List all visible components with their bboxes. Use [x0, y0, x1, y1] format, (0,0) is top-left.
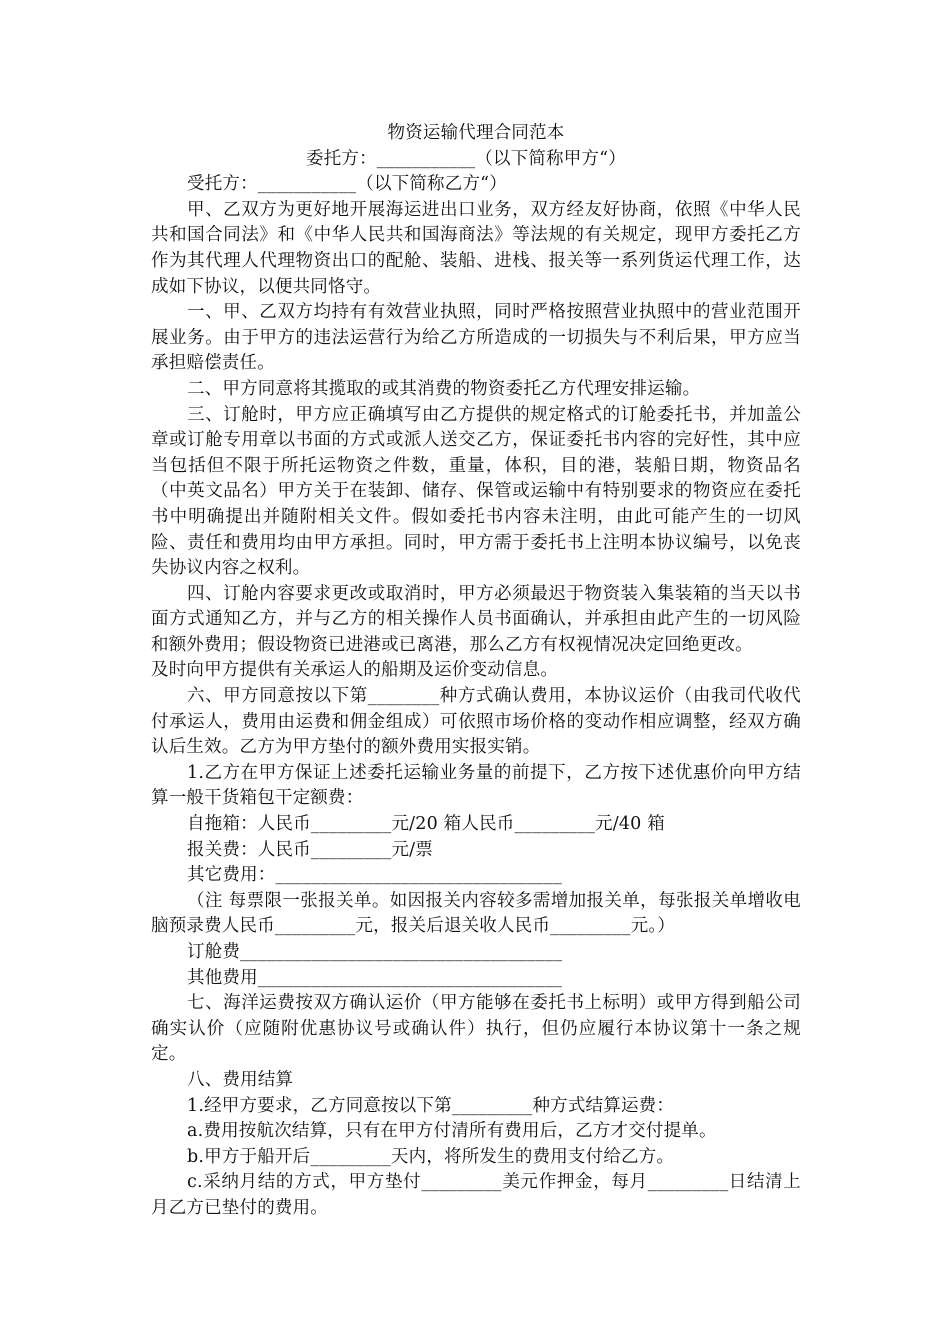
preamble-paragraph: 甲、乙双方为更好地开展海运进出口业务，双方经友好协商，依照《中华人民共和国合同法》和《中华人民共和国海商法》等法规的有关规定，现甲方委托乙方作为其代理人代理物资出口的配舱、装船、进栈、报关等一系列货运代理工作，达成如下协议，以便共同恪守。	[151, 199, 801, 297]
fee-misc-line: 其他费用__________________________________	[187, 967, 563, 988]
clause-8-b-paragraph: b.甲方于船开后_________天内，将所发生的费用支付给乙方。	[187, 1146, 675, 1167]
fee-customs-line: 报关费：人民币_________元/票	[187, 839, 433, 860]
fee-trailer-line: 自拖箱：人民币_________元/20 箱人民币_________元/40 箱	[187, 814, 665, 835]
fee-booking-line: 订舱费____________________________________	[187, 942, 563, 962]
clause-8-1-paragraph: 1.经甲方要求，乙方同意按以下第_________种方式结算运费：	[187, 1095, 675, 1116]
clause-4-paragraph: 四、订舱内容要求更改或取消时，甲方必须最迟于物资装入集装箱的当天以书面方式通知乙方，并与乙方的相关操作人员书面确认，并承担由此产生的一切风险和额外费用；假设物资已进港或已离港，那么乙方有权视情况决定回绝更改。	[151, 583, 801, 655]
clause-3-paragraph: 三、订舱时，甲方应正确填写由乙方提供的规定格式的订舱委托书，并加盖公章或订舱专用章以书面的方式或派人送交乙方，保证委托书内容的完好性，其中应当包括但不限于所托运物资之件数，重量，体积，目的港，装船日期，物资品名（中英文品名）甲方关于在装卸、储存、保管或运输中有特别要求的物资应在委托书中明确提出并随附相关文件。假如委托书内容未注明，由此可能产生的一切风险、责任和费用均由甲方承担。同时，甲方需于委托书上注明本协议编号，以免丧失协议内容之权利。	[151, 404, 801, 579]
clause-1-paragraph: 一、甲、乙双方均持有有效营业执照，同时严格按照营业执照中的营业范围开展业务。由于甲方的违法运营行为给乙方所造成的一切损失与不利后果，甲方应当承担赔偿责任。	[151, 302, 801, 374]
clause-8-c-paragraph: c.采纳月结的方式，甲方垫付_________美元作押金，每月_________日结清上月乙方已垫付的费用。	[151, 1172, 801, 1218]
clause-8-a-paragraph: a.费用按航次结算，只有在甲方付清所有费用后，乙方才交付提单。	[187, 1121, 717, 1142]
party-b-line: 受托方：___________（以下简称乙方“）	[187, 174, 507, 195]
party-a-line: 委托方：___________（以下简称甲方“）	[306, 148, 626, 169]
document-body	[151, 121, 801, 1222]
fee-other-line: 其它费用：________________________________	[187, 865, 562, 886]
clause-6-1-paragraph: 1.乙方在甲方保证上述委托运输业务量的前提下，乙方按下述优惠价向甲方结算一般干货箱包干定额费：	[151, 762, 801, 809]
clause-8-heading: 八、费用结算	[187, 1069, 294, 1090]
fee-note-paragraph: （注 每票限一张报关单。如因报关内容较多需增加报关单，每张报关单增收电脑预录费人民币_________元，报关后退关收人民币_________元。）	[151, 890, 801, 937]
clause-5-fragment: 及时向甲方提供有关承运人的船期及运价变动信息。	[151, 660, 559, 681]
document-title: 物资运输代理合同范本	[387, 123, 565, 143]
clause-7-paragraph: 七、海洋运费按双方确认运价（甲方能够在委托书上标明）或甲方得到船公司确实认价（应随附优惠协议号或确认件）执行，但仍应履行本协议第十一条之规定。	[151, 993, 801, 1065]
clause-6-paragraph: 六、甲方同意按以下第________种方式确认费用，本协议运价（由我司代收代付承运人，费用由运费和佣金组成）可依照市场价格的变动作相应调整，经双方确认后生效。乙方为甲方垫付的额外费用实报实销。	[151, 686, 801, 758]
clause-2-paragraph: 二、甲方同意将其揽取的或其消费的物资委托乙方代理安排运输。	[187, 378, 701, 399]
